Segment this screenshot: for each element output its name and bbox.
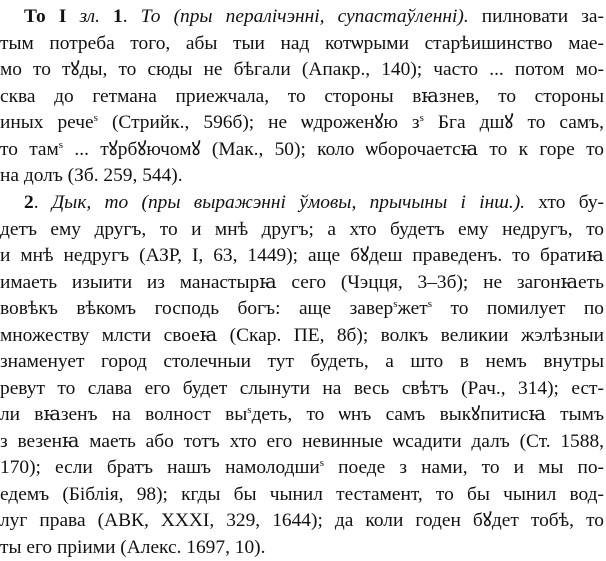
bold-run: То І — [24, 6, 67, 27]
text-run: з везенꙗ маеть або тотъ хто его невинные ѡсадити далъ (Ст. 1588, — [0, 430, 604, 452]
text-line — [0, 163, 183, 189]
text-line — [0, 376, 604, 402]
text-run: множеству млсти своеꙗ (Скар. ПЕ, 8б); волкъ великии жэлѣзныи — [0, 324, 604, 346]
text-run: вовѣкъ вѣкомъ господь богъ: аще завер — [0, 298, 394, 319]
text-run: детъ ему другъ, то и мнѣ другъ; а хто будетъ ему недругъ, то — [0, 218, 604, 240]
text-line — [0, 243, 604, 269]
text-run: едемъ (Біблія, 98); кгды бы чынил тестамент, то бы чынил вод- — [0, 483, 604, 505]
text-run: ты его пріими (Алекс. 1697, 10). — [0, 536, 266, 558]
text-line — [0, 4, 604, 30]
text-line — [0, 31, 604, 57]
text-run: ревут то слава его будет слынути на весь свѣтъ (Рач., 314); ест- — [0, 377, 604, 399]
text-run: сква до гетмана приежчала, то стороны вꙗзнев, то стороны — [0, 85, 604, 107]
text-run: жет — [397, 298, 428, 319]
text-run: . — [122, 6, 141, 27]
text-line — [0, 190, 604, 216]
superscript-mark: s — [58, 138, 64, 151]
superscript-mark: s — [393, 298, 398, 310]
text-line — [0, 110, 604, 136]
text-run: ... тꙋрбꙋючомꙋ (Мак., 50); коло ѡборочаетсꙗ то к горе то — [63, 138, 604, 160]
superscript-mark: s — [319, 457, 325, 469]
text-run: знаменует город столечныи тут будеть, а што в немъ внутры — [0, 351, 604, 372]
text-run: на долъ (Зб. 259, 544). — [0, 165, 183, 186]
text-run: деть, то ѡнъ самъ выкꙋпитисꙗ тымъ — [251, 404, 604, 425]
text-run: (Стрийк., 596б); не ѡдроженꙋю з — [97, 112, 420, 133]
text-run: имаеть изыити из манастырꙗ сего (Чэцця, 3–3б); не загонꙗеть — [0, 271, 604, 293]
text-run: . — [33, 192, 52, 213]
text-line — [0, 349, 604, 375]
text-line — [0, 508, 604, 534]
text-run: то помилует по — [432, 298, 604, 319]
text-line — [0, 482, 604, 508]
text-run: тым потреба того, абы тыи над котѡрыми старѣишинство мае- — [0, 32, 604, 54]
superscript-mark: s — [427, 298, 432, 310]
text-line — [0, 137, 604, 163]
text-line — [0, 57, 604, 83]
text-run: и мнѣ недругъ (АЗР, І, 63, 1449); аще бꙋдеш праведенъ. то братиꙗ — [0, 245, 604, 266]
text-line — [0, 270, 604, 296]
text-run: пилновати за- — [468, 6, 604, 27]
text-run: мо то тꙋды, то сюды не бѣгали (Апакр., 140); часто ... потом мо- — [0, 59, 604, 80]
italic-gloss: То (пры пералічэнні, супастаўленні). — [140, 6, 469, 27]
text-line — [0, 429, 604, 455]
text-line — [0, 84, 604, 110]
text-run — [66, 6, 79, 27]
italic-gloss: зл. — [79, 6, 100, 27]
text-run: ли вꙗзенъ на волност вы — [0, 404, 248, 425]
bold-run: 2 — [24, 192, 34, 213]
text-line — [0, 535, 265, 561]
superscript-mark: s — [419, 112, 424, 124]
text-run: то там — [0, 138, 59, 160]
text-line — [0, 455, 604, 481]
text-run: Бга дшꙋ то самъ, — [423, 112, 604, 133]
text-run: иных рече — [0, 112, 94, 133]
text-run: хто бу- — [525, 192, 604, 213]
superscript-mark: s — [93, 112, 98, 124]
text-run: поеде з нами, то и мы по- — [324, 457, 604, 478]
italic-gloss: Дык, то (пры выражэнні ўмовы, прычыны і інш.). — [51, 192, 525, 213]
superscript-mark: s — [247, 404, 252, 416]
text-run: 170); если братъ нашъ намолодши — [0, 457, 320, 478]
text-line — [0, 217, 604, 243]
text-line — [0, 402, 604, 428]
text-run: луг права (АВК, ХХХІ, 329, 1644); да коли годен бꙋдет тобѣ, то — [0, 510, 604, 531]
bold-run: 1 — [113, 6, 123, 27]
text-line — [0, 296, 604, 322]
text-run — [100, 6, 113, 27]
text-line — [0, 323, 604, 349]
